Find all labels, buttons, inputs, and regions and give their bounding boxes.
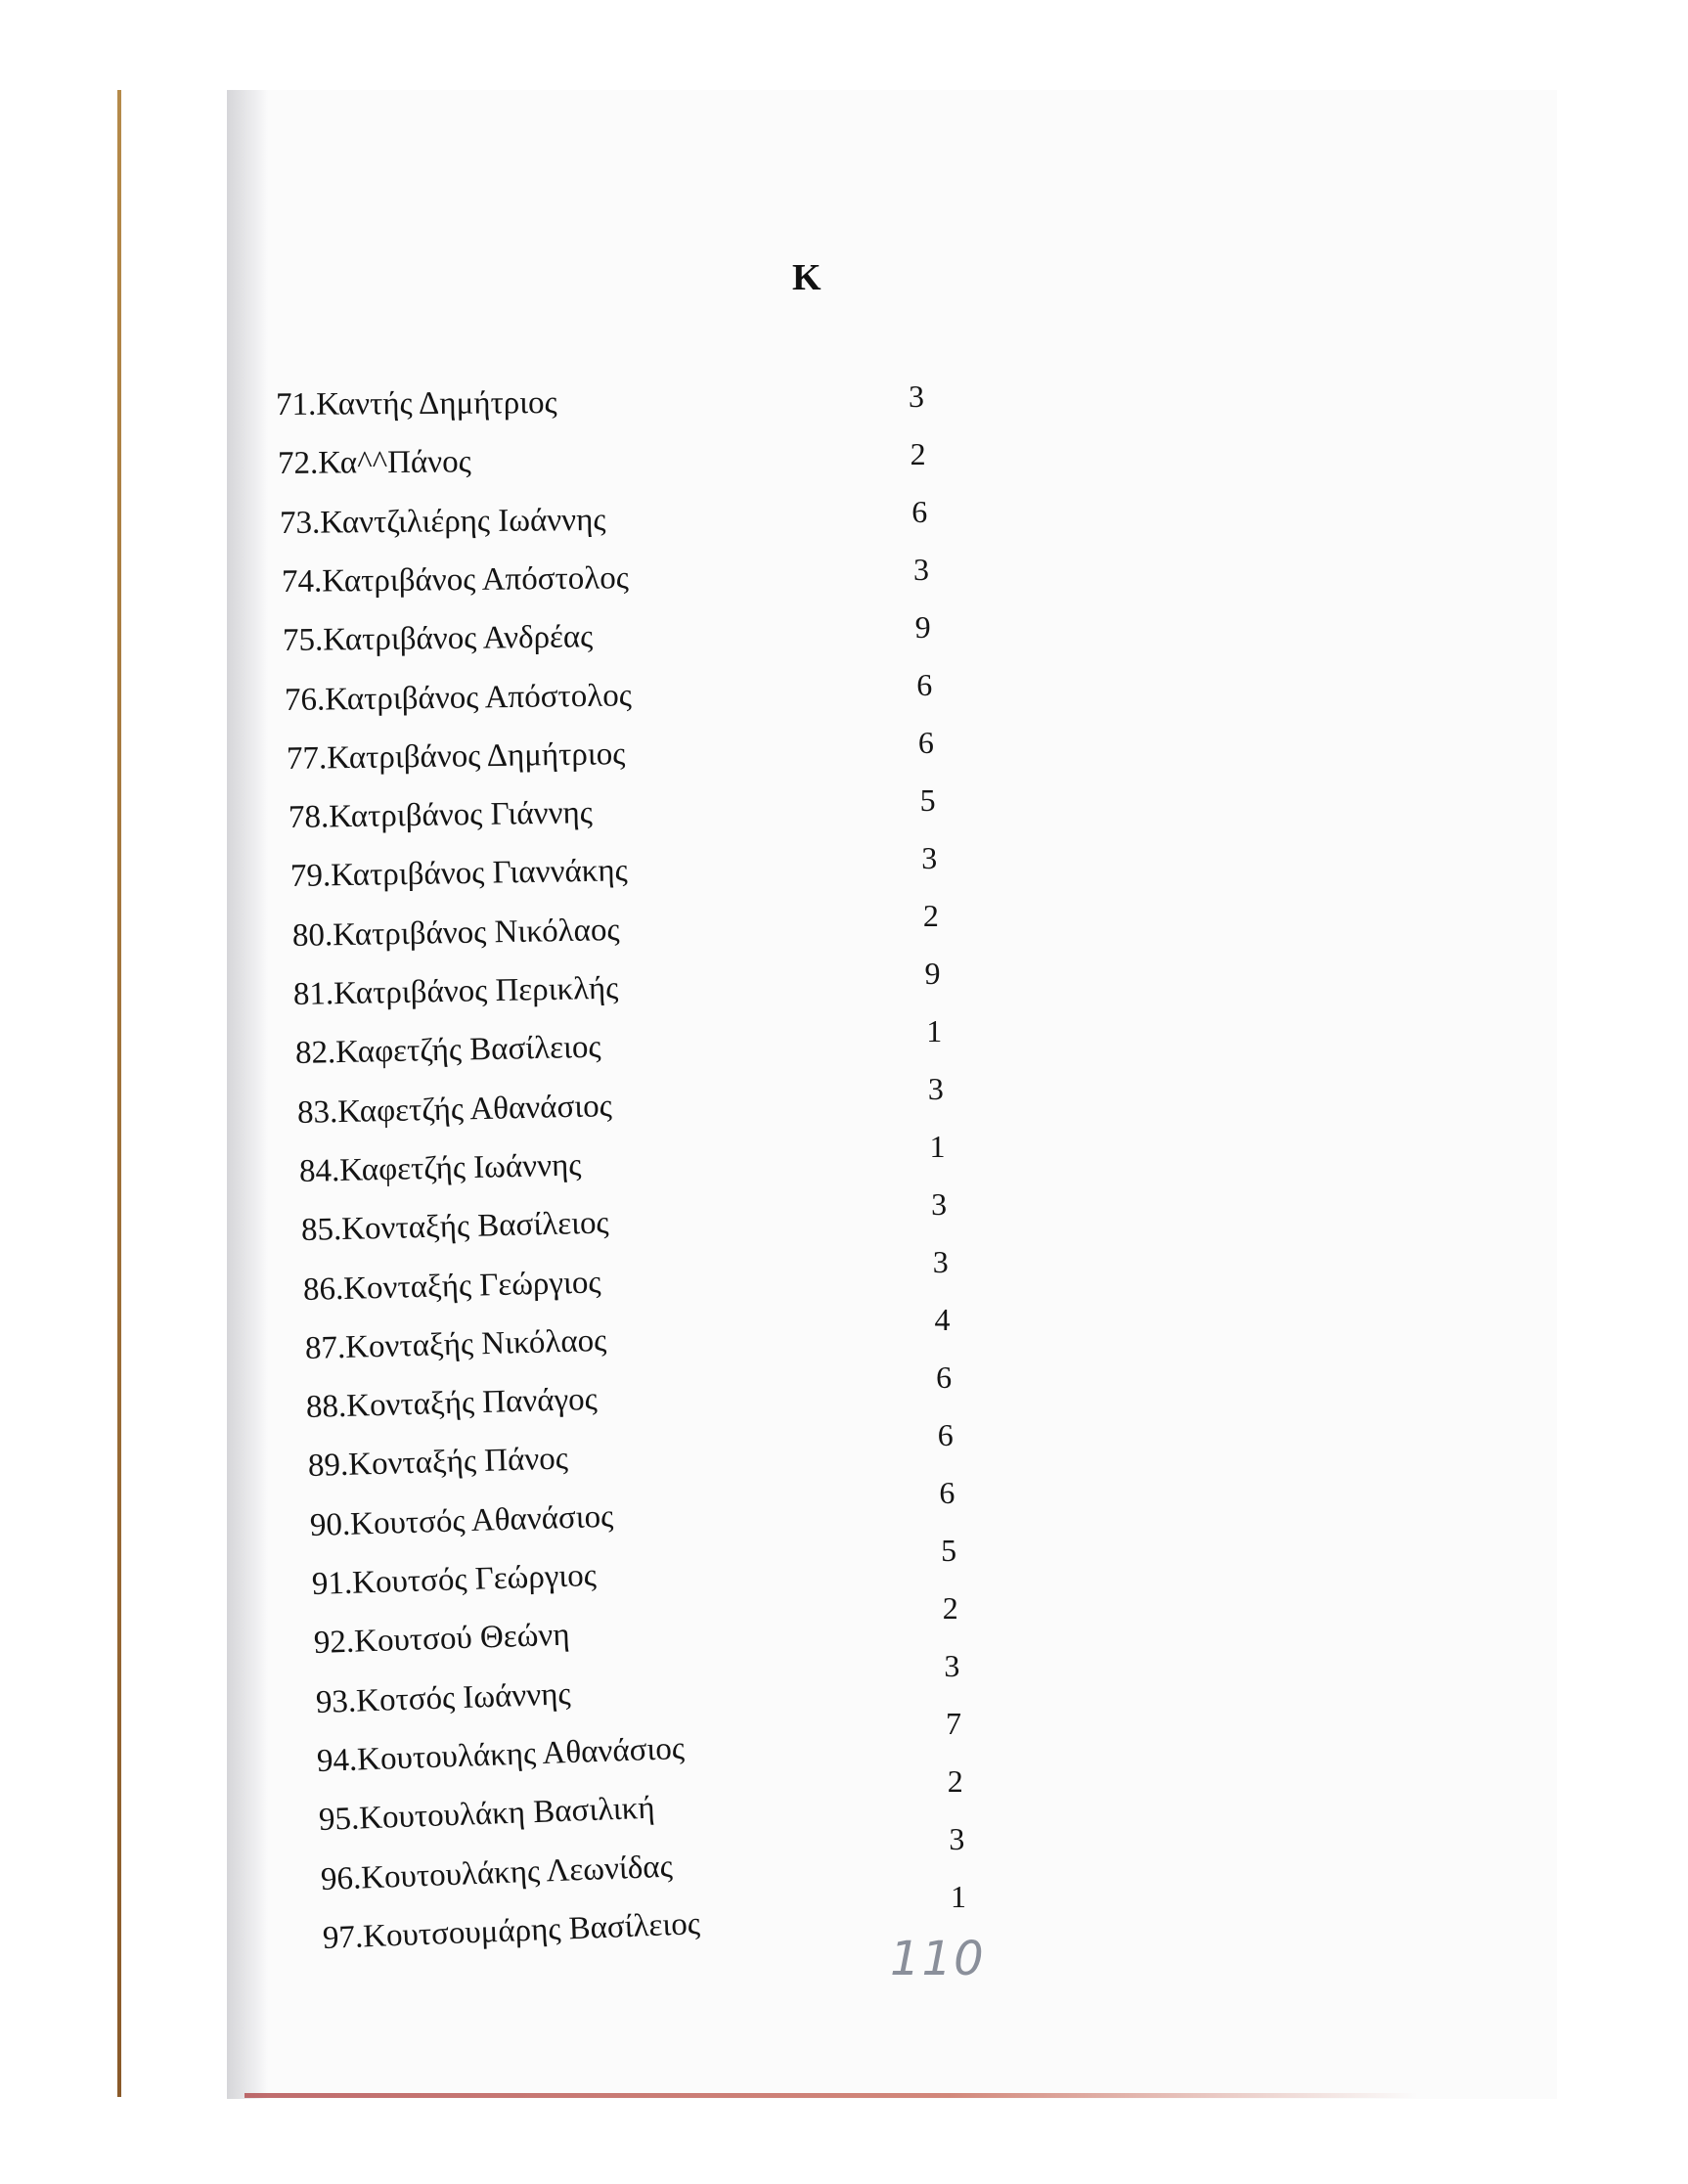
entry-name: 86.Κονταξής Γεώργιος	[302, 1264, 601, 1308]
entry-name: 89.Κονταξής Πάνος	[307, 1441, 569, 1485]
entry-count: 1	[951, 1879, 966, 1914]
entry-name: 96.Κουτουλάκης Λεωνίδας	[320, 1849, 674, 1897]
entry-name: 76.Κατριβάνος Απόστολος	[284, 677, 633, 718]
entry-name: 71.Καντής Δημήτριος	[275, 384, 557, 423]
bottom-edge	[244, 2093, 1418, 2098]
handwritten-page-number: 110	[890, 1932, 986, 1986]
entry-count: 3	[909, 379, 924, 414]
entry-count: 5	[919, 782, 936, 818]
entry-count: 6	[916, 667, 933, 702]
section-letter-heading: Κ	[792, 257, 822, 298]
entry-count: 3	[912, 552, 929, 587]
entry-name: 73.Καντζιλιέρης Ιωάννης	[279, 502, 606, 541]
entry-count: 3	[949, 1821, 965, 1856]
entry-count: 3	[944, 1648, 960, 1683]
entry-count: 1	[929, 1129, 946, 1164]
entry-count: 3	[931, 1186, 948, 1222]
entry-name: 83.Καφετζής Αθανάσιος	[296, 1088, 613, 1131]
entry-name: 74.Κατριβάνος Απόστολος	[281, 560, 629, 600]
entry-count: 7	[946, 1706, 962, 1741]
entry-count: 6	[917, 725, 934, 760]
entry-count: 6	[937, 1417, 954, 1452]
entry-count: 2	[947, 1763, 963, 1799]
entry-name: 80.Κατριβάνος Νικόλαος	[291, 912, 620, 954]
entry-count: 2	[942, 1590, 958, 1626]
entry-count: 2	[910, 436, 926, 471]
entry-count: 1	[926, 1013, 943, 1048]
entry-name: 95.Κουτουλάκη Βασιλική	[318, 1790, 656, 1839]
entry-name: 72.Κα^^Πάνος	[277, 444, 471, 482]
entry-name: 90.Κουτσός Αθανάσιος	[309, 1498, 614, 1543]
entry-count: 6	[936, 1359, 953, 1395]
entry-count: 6	[911, 494, 928, 529]
entry-name: 78.Κατριβάνος Γιάννης	[288, 795, 593, 836]
entry-name: 88.Κονταξής Πανάγος	[305, 1381, 599, 1426]
entry-count: 4	[934, 1302, 951, 1337]
spine-shadow	[227, 90, 268, 2099]
entry-name: 91.Κουτσός Γεώργιος	[311, 1557, 598, 1602]
book-edge	[117, 90, 121, 2097]
entry-count: 2	[922, 898, 939, 933]
entry-count: 9	[924, 956, 941, 991]
entry-name: 79.Κατριβάνος Γιαννάκης	[289, 853, 628, 895]
entry-count: 3	[932, 1244, 949, 1279]
entry-name: 92.Κουτσού Θεώνη	[313, 1617, 570, 1662]
entry-name: 84.Καφετζής Ιωάννης	[298, 1147, 582, 1189]
entry-count: 3	[921, 840, 938, 875]
entry-count: 6	[939, 1475, 955, 1510]
entry-name: 97.Κουτσουμάρης Βασίλειος	[322, 1905, 701, 1956]
entry-name: 81.Κατριβάνος Περικλής	[293, 970, 620, 1012]
entry-count: 5	[941, 1533, 957, 1568]
entry-name: 77.Κατριβάνος Δημήτριος	[286, 735, 626, 777]
entry-name: 93.Κοτσός Ιωάννης	[314, 1675, 571, 1720]
entry-name: 87.Κονταξής Νικόλαος	[304, 1322, 607, 1366]
entry-name: 82.Καφετζής Βασίλειος	[294, 1029, 602, 1072]
entry-count: 9	[914, 609, 931, 645]
entry-count: 3	[927, 1071, 944, 1106]
entry-name: 94.Κουτουλάκης Αθανάσιος	[316, 1730, 686, 1779]
entry-name: 85.Κονταξής Βασίλειος	[300, 1205, 609, 1249]
entry-name: 75.Κατριβάνος Ανδρέας	[283, 619, 594, 659]
